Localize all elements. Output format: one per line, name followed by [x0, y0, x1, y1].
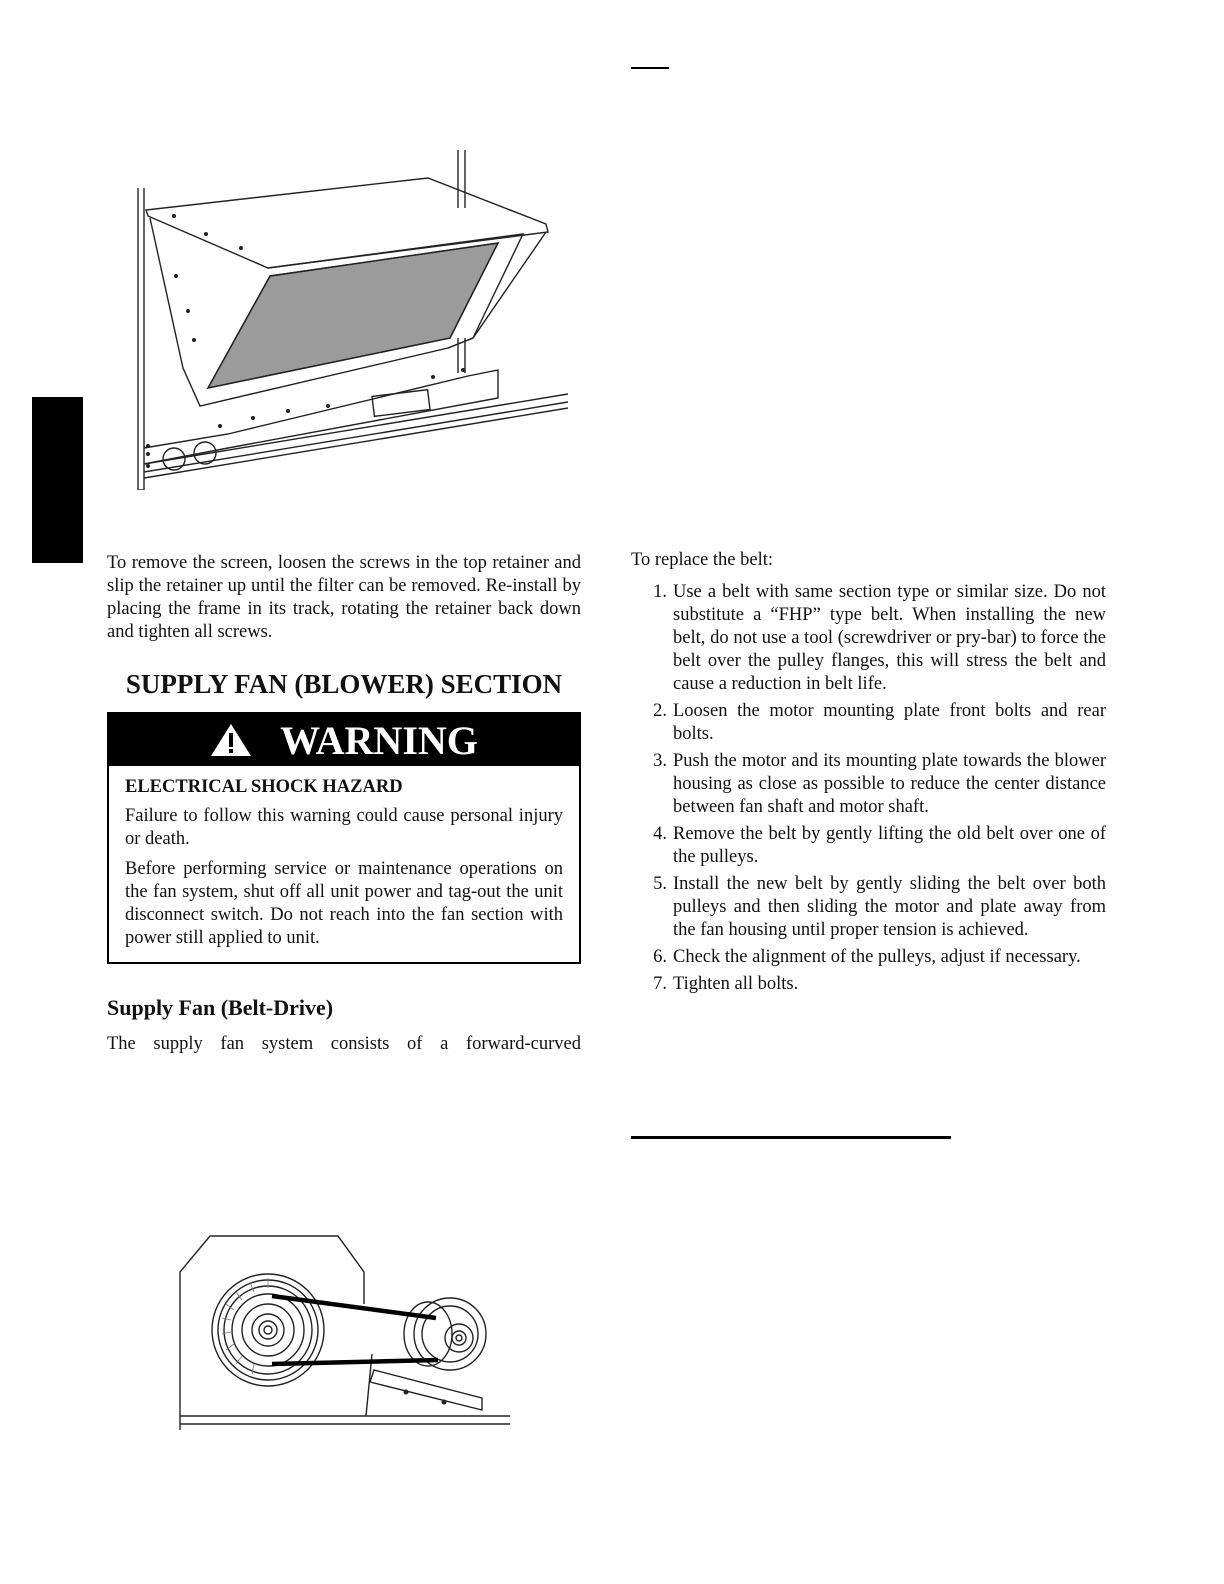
list-item: 5 . Install the new belt by gently sliding the belt over both pulleys and then sliding the motor and plate away from the fan housing until proper tension is achieved.	[631, 873, 1106, 942]
warning-header	[109, 714, 579, 766]
warning-body	[109, 766, 579, 962]
list-item: 2 . Loosen the motor mounting plate front bolts and rear bolts.	[631, 700, 1106, 746]
warning-label: WARNING	[280, 717, 478, 763]
belt-intro: To replace the belt:	[631, 550, 774, 570]
left-column	[107, 552, 581, 1056]
warning-triangle-icon	[210, 722, 252, 758]
top-rule	[631, 67, 669, 69]
list-item: 3 . Push the motor and its mounting plate towards the blower housing as close as possible to reduce the center distance between fan shaft and motor shaft.	[631, 750, 1106, 819]
belt-steps-list	[631, 581, 1106, 996]
hazard-title: ELECTRICAL SHOCK HAZARD	[125, 777, 403, 797]
right-column	[631, 549, 1106, 1000]
list-item: 1 . Use a belt with same section type or similar size. Do not substitute a “FHP” type belt. When installing the new belt, do not use a tool (screwdriver or pry-bar) to force the belt over the pulley flanges, this will stress the belt and cause a reduction in belt life.	[631, 581, 1106, 696]
warning-paragraph-1: Failure to follow this warning could cause personal injury or death.	[125, 806, 563, 849]
list-item: 6 . Check the alignment of the pulleys, adjust if necessary.	[631, 946, 1106, 969]
warning-paragraph-2: Before performing service or maintenance operations on the fan system, shut off all unit power and tag-out the unit disconnect switch. Do not reach into the fan section with power still applied to unit.	[125, 859, 563, 948]
belt-drive-illustration	[176, 1234, 510, 1430]
filter-screen-illustration	[128, 148, 568, 490]
section-title: SUPPLY FAN (BLOWER) SECTION	[125, 669, 563, 699]
subsection-title: Supply Fan (Belt-Drive)	[107, 995, 334, 1020]
screen-removal-paragraph: To remove the screen, loosen the screws in the top retainer and slip the retainer up until the filter can be removed. Re-install by placing the frame in its track, rotating the retainer back down and tighten all screws.	[107, 553, 581, 642]
list-item: 7 . Tighten all bolts.	[631, 973, 1106, 996]
list-item: 4 . Remove the belt by gently lifting the old belt over one of the pulleys.	[631, 823, 1106, 869]
side-tab-marker	[32, 397, 83, 563]
belt-drive-paragraph: The supply fan system consists of a forward-curved	[107, 1034, 581, 1054]
section-rule	[631, 1136, 951, 1139]
warning-box	[107, 712, 581, 964]
